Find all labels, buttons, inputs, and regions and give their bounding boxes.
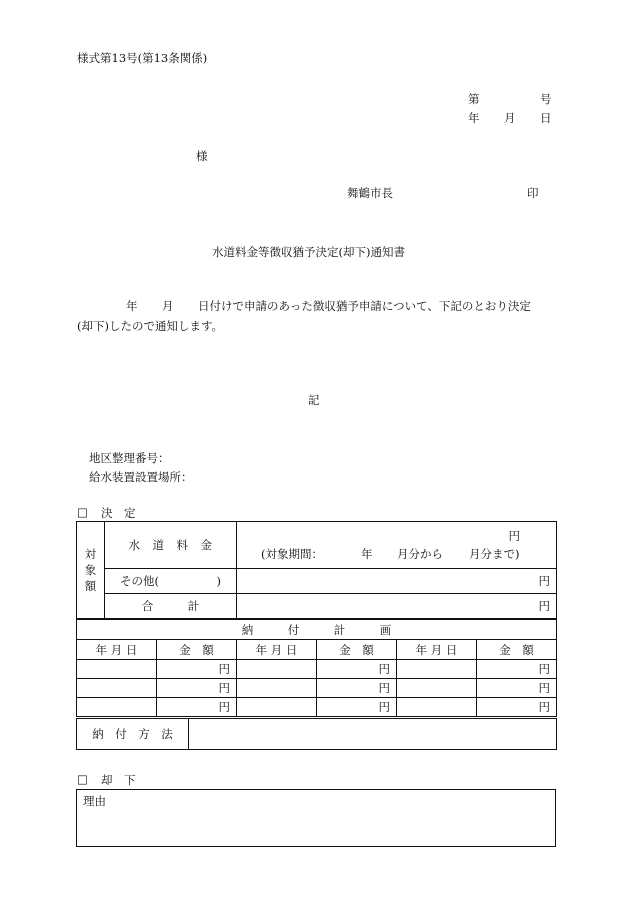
period-from-label: 月分から [397,547,443,561]
payment-method-cell[interactable] [189,719,557,750]
water-fee-cell[interactable] [237,522,557,569]
period-year-label: 年 [361,547,373,561]
plan-amount-cell[interactable]: 円 [157,660,237,679]
document-title: 水道料金等徴収猶予決定(却下)通知書 [212,245,405,259]
other-label: その他( ) [105,569,237,594]
body-line-2: (却下)したので通知します。 [77,319,224,333]
decision-heading: 決 定 [101,506,136,520]
col-amount-2: 金 額 [317,640,397,660]
water-fee-yen: 円 [508,529,520,543]
date-year-label: 年 [468,111,480,125]
payment-plan-heading: 納 付 計 画 [77,620,557,640]
plan-date-cell[interactable] [397,698,477,717]
plan-amount-cell[interactable]: 円 [477,698,557,717]
seal-mark: 印 [527,186,539,200]
plan-row [77,698,557,717]
total-amount-cell[interactable]: 円 [237,594,557,619]
col-amount-3: 金 額 [477,640,557,660]
col-date-1: 年 月 日 [77,640,157,660]
period-to-label: 月分まで) [469,547,520,561]
plan-date-cell[interactable] [397,660,477,679]
reason-label: 理由 [83,794,106,808]
form-id: 様式第13号(第13条関係) [77,51,208,65]
reason-box[interactable] [76,789,556,847]
date-month-label: 月 [504,111,516,125]
plan-amount-cell[interactable]: 円 [317,660,397,679]
payment-method-table [76,718,557,750]
plan-date-cell[interactable] [237,679,317,698]
plan-amount-cell[interactable]: 円 [157,698,237,717]
issuer-name: 舞鶴市長 [347,186,393,200]
plan-row [77,679,557,698]
district-number-label: 地区整理番号： [89,451,170,465]
number-label-dai: 第 [468,92,480,106]
addressee-suffix: 様 [196,149,208,163]
target-amount-vertical-label: 対 象 額 [77,522,105,619]
plan-amount-cell[interactable]: 円 [317,698,397,717]
plan-date-cell[interactable] [397,679,477,698]
col-date-2: 年 月 日 [237,640,317,660]
rejection-checkbox[interactable]: □ [77,772,88,786]
body-month: 月 [162,299,174,313]
plan-date-cell[interactable] [77,698,157,717]
decision-table [76,521,557,619]
payment-method-label: 納 付 方 法 [77,719,189,750]
rejection-heading: 却 下 [101,773,136,787]
water-fee-label: 水 道 料 金 [105,522,237,569]
plan-date-cell[interactable] [237,698,317,717]
decision-checkbox[interactable]: □ [77,505,88,519]
body-line-1: 日付けで申請のあった徴収猶予申請について、下記のとおり決定 [198,299,531,313]
plan-amount-cell[interactable]: 円 [477,660,557,679]
col-amount-1: 金 額 [157,640,237,660]
plan-date-cell[interactable] [77,660,157,679]
supply-location-label: 給水装置設置場所： [89,470,193,484]
plan-amount-cell[interactable]: 円 [477,679,557,698]
plan-amount-cell[interactable]: 円 [317,679,397,698]
payment-plan-table [76,619,557,717]
plan-row [77,660,557,679]
ki-heading: 記 [308,393,320,407]
other-amount-cell[interactable]: 円 [237,569,557,594]
plan-amount-cell[interactable]: 円 [157,679,237,698]
total-label: 合 計 [105,594,237,619]
body-year: 年 [126,299,138,313]
plan-date-cell[interactable] [77,679,157,698]
date-day-label: 日 [540,111,552,125]
plan-date-cell[interactable] [237,660,317,679]
col-date-3: 年 月 日 [397,640,477,660]
number-label-go: 号 [540,92,552,106]
period-open-label: (対象期間： [261,547,323,561]
